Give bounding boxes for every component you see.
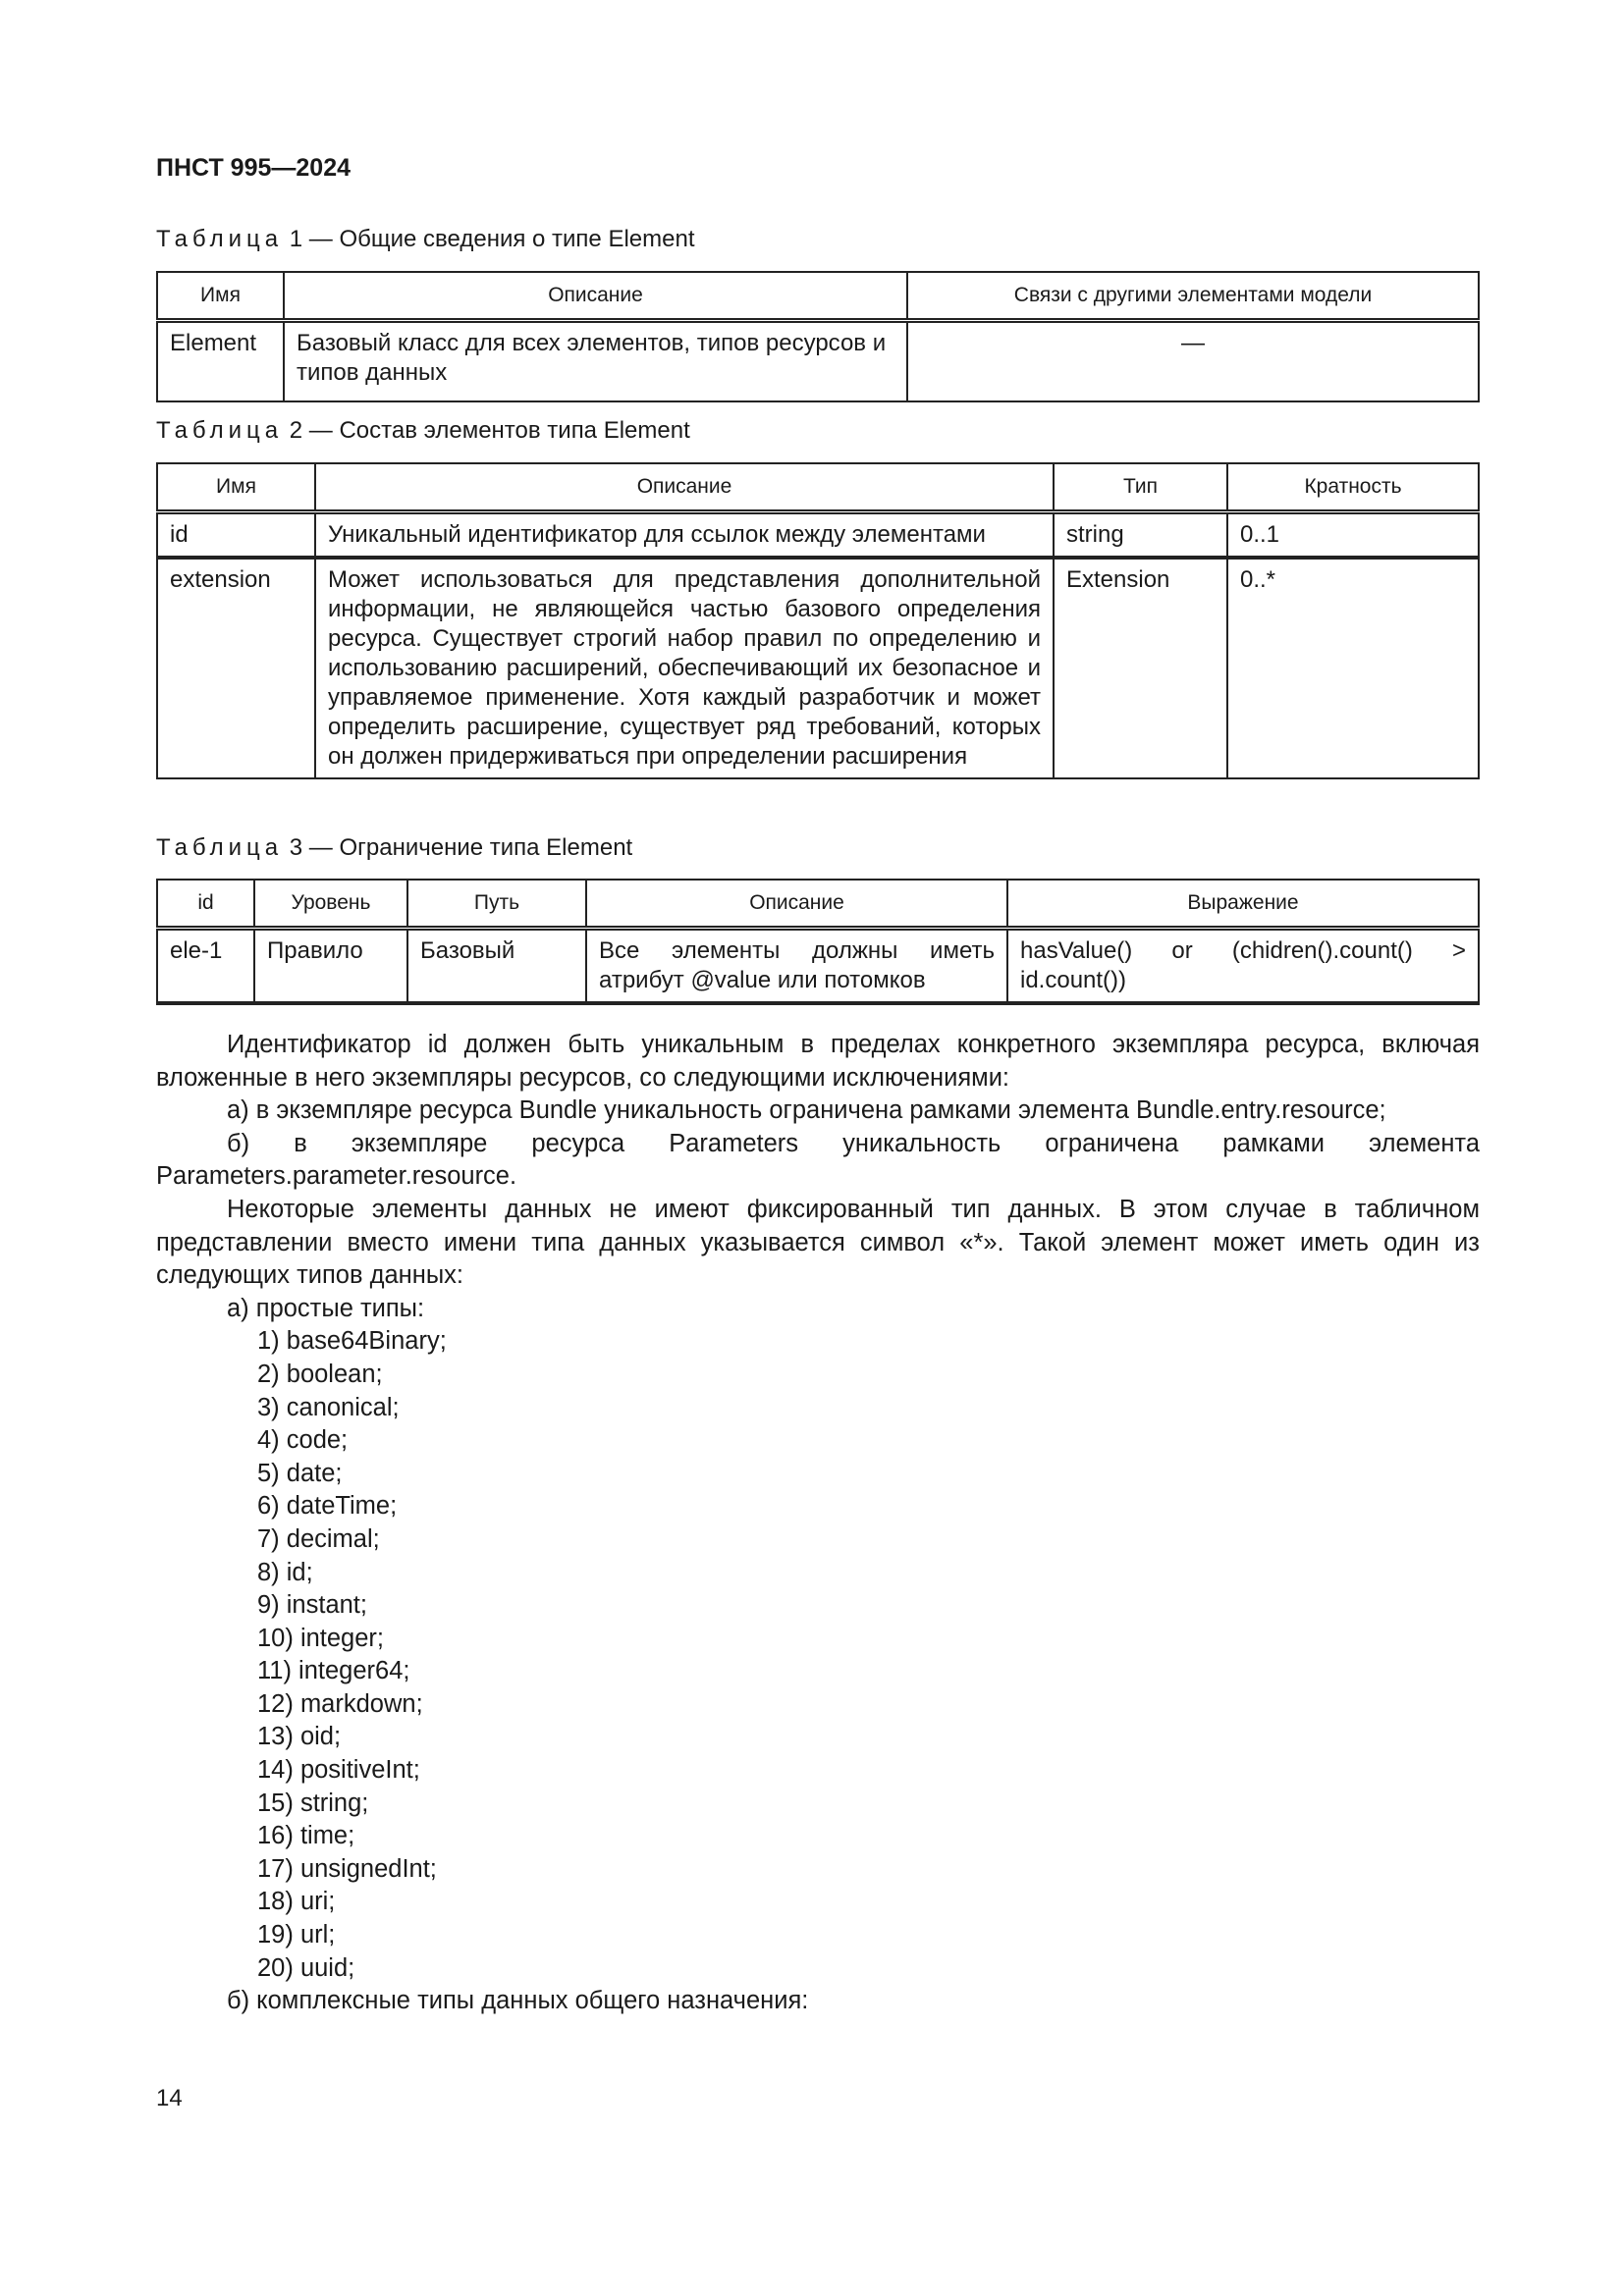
- table-cell: Правило: [254, 929, 407, 1004]
- list-item: 11) integer64;: [257, 1657, 410, 1685]
- table-header: Описание: [284, 272, 907, 321]
- list-heading: а) простые типы:: [227, 1294, 425, 1322]
- list-item: 7) decimal;: [257, 1524, 380, 1553]
- list-item: 6) dateTime;: [257, 1492, 398, 1521]
- table-cell: 0..1: [1227, 512, 1479, 559]
- list-item: 4) code;: [257, 1426, 349, 1455]
- table3-caption: [156, 834, 632, 862]
- list-item: 1) base64Binary;: [257, 1327, 447, 1356]
- list-item: 3) canonical;: [257, 1393, 400, 1421]
- table-cell: 0..*: [1227, 558, 1479, 778]
- list-item: 9) instant;: [257, 1591, 367, 1620]
- table-cell: Уникальный идентификатор для ссылок между элементами: [315, 512, 1054, 559]
- list-item: 16) time;: [257, 1822, 355, 1850]
- document-header: ПНСТ 995—2024: [156, 154, 351, 182]
- caption-prefix: Таблица: [156, 226, 284, 252]
- table-header: Уровень: [254, 880, 407, 929]
- table3: [156, 879, 1480, 1005]
- table-header: Описание: [586, 880, 1007, 929]
- list-item: 20) uuid;: [257, 1953, 355, 1982]
- table1-caption: [156, 226, 695, 253]
- caption-prefix: Таблица: [156, 834, 284, 861]
- table-row: [157, 558, 1479, 778]
- table-row: [157, 512, 1479, 559]
- paragraph: Некоторые элементы данных не имеют фиксированный тип данных. В этом случае в табличном представлении вместо имени типа данных указывается символ «*». Такой элемент может иметь один из следующих типов данных:: [156, 1195, 1480, 1290]
- table-header: Кратность: [1227, 463, 1479, 512]
- table-row: [157, 321, 1479, 401]
- list-item: 2) boolean;: [257, 1360, 383, 1388]
- table2: [156, 462, 1480, 779]
- table-cell: Все элементы должны иметь атрибут @value или потомков: [586, 929, 1007, 1004]
- table-header: id: [157, 880, 254, 929]
- caption-text: 3 — Ограничение типа Element: [283, 834, 633, 861]
- table-cell: Element: [157, 321, 284, 401]
- table-header: Имя: [157, 463, 315, 512]
- paragraph: Идентификатор id должен быть уникальным в пределах конкретного экземпляра ресурса, включая вложенные в него экземпляры ресурсов, со следующими исключениями:: [156, 1031, 1480, 1092]
- table-header: Путь: [407, 880, 586, 929]
- simple-types-list: [156, 1325, 1480, 1985]
- table-cell: string: [1054, 512, 1227, 559]
- table-cell: Extension: [1054, 558, 1227, 778]
- list-item: 14) positiveInt;: [257, 1756, 420, 1785]
- list-item: 19) url;: [257, 1921, 336, 1949]
- table-cell: —: [907, 321, 1479, 401]
- table2-caption: [156, 417, 690, 445]
- list-item: 12) markdown;: [257, 1689, 423, 1718]
- caption-text: 2 — Состав элементов типа Element: [283, 417, 690, 444]
- table-cell: hasValue() or (chidren().count() > id.count()): [1007, 929, 1479, 1004]
- table-cell: Базовый: [407, 929, 586, 1004]
- list-item: 8) id;: [257, 1558, 313, 1586]
- table-cell: ele-1: [157, 929, 254, 1004]
- table1: [156, 271, 1480, 402]
- body-text: [156, 1029, 1480, 2018]
- table-row: [157, 929, 1479, 1004]
- table-header: Описание: [315, 463, 1054, 512]
- table-cell: Базовый класс для всех элементов, типов ресурсов и типов данных: [284, 321, 907, 401]
- table-header: Связи с другими элементами модели: [907, 272, 1479, 321]
- list-item: 10) integer;: [257, 1624, 384, 1652]
- caption-prefix: Таблица: [156, 417, 284, 444]
- list-item: 5) date;: [257, 1459, 343, 1487]
- paragraph: б) в экземпляре ресурса Parameters уникальность ограничена рамками элемента Parameters.parameter.resource.: [156, 1129, 1480, 1191]
- table-cell: id: [157, 512, 315, 559]
- paragraph: а) в экземпляре ресурса Bundle уникальность ограничена рамками элемента Bundle.entry.resource;: [227, 1096, 1386, 1125]
- table-header: Тип: [1054, 463, 1227, 512]
- list-heading: б) комплексные типы данных общего назначения:: [227, 1987, 809, 2015]
- caption-text: 1 — Общие сведения о типе Element: [283, 226, 695, 252]
- list-item: 13) oid;: [257, 1723, 342, 1751]
- list-item: 18) uri;: [257, 1888, 336, 1916]
- list-item: 15) string;: [257, 1789, 369, 1817]
- list-item: 17) unsignedInt;: [257, 1854, 437, 1883]
- page-number: 14: [156, 2085, 183, 2111]
- table-cell: Может использоваться для представления дополнительной информации, не являющейся частью базового определения ресурса. Существует строгий набор правил по определению и использованию расширений, обеспечивающий их безопасное и управляемое применение. Хотя каждый разработчик и может определить расширение, существует ряд требований, которых он должен придерживаться при определении расширения: [315, 558, 1054, 778]
- table-header: Выражение: [1007, 880, 1479, 929]
- table-cell: extension: [157, 558, 315, 778]
- table-header: Имя: [157, 272, 284, 321]
